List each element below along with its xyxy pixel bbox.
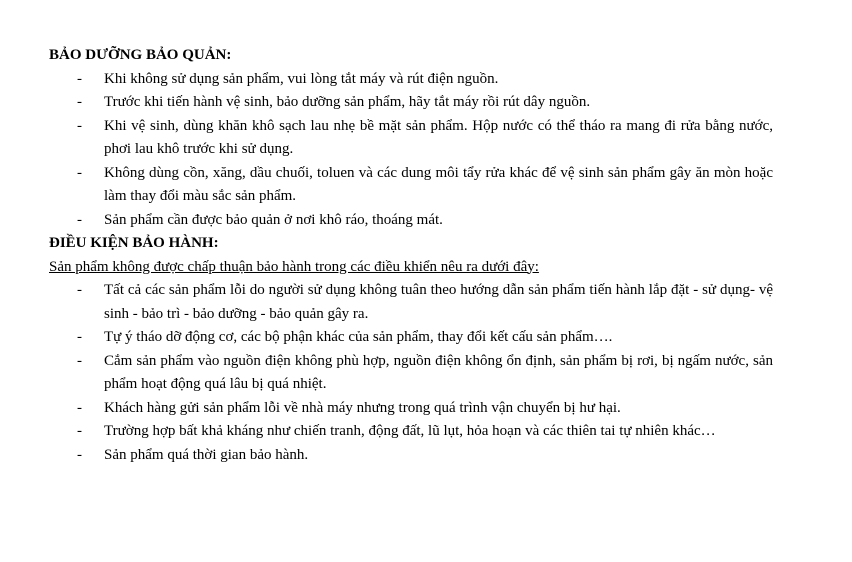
maintenance-item-text: Không dùng cồn, xăng, dầu chuối, toluen và các dung môi tẩy rửa khác để vệ sinh sản phẩm gây ăn mòn hoặc làm thay đổi màu sắc sản phẩm.	[104, 164, 773, 204]
warranty-item	[49, 279, 773, 326]
warranty-item	[49, 326, 773, 350]
warranty-item	[49, 397, 773, 421]
maintenance-item	[49, 68, 773, 92]
warranty-item	[49, 420, 773, 444]
bullet-dash: -	[77, 446, 82, 463]
bullet-dash: -	[77, 70, 82, 87]
maintenance-heading: BẢO DƯỠNG BẢO QUẢN:	[49, 47, 232, 63]
warranty-exclusion-list	[49, 279, 773, 467]
maintenance-item	[49, 209, 773, 233]
warranty-subheading: Sản phẩm không được chấp thuận bảo hành trong các điều khiển nêu ra dưới đây:	[49, 258, 539, 275]
bullet-dash: -	[77, 94, 82, 110]
bullet-dash: -	[77, 423, 82, 439]
maintenance-item	[49, 115, 773, 162]
maintenance-item	[49, 162, 773, 209]
bullet-dash: -	[77, 329, 82, 345]
warranty-item-text: Tự ý tháo dỡ động cơ, các bộ phận khác của sản phẩm, thay đổi kết cấu sản phẩm….	[104, 329, 613, 345]
bullet-dash: -	[77, 282, 82, 298]
warranty-item-text: Cắm sản phẩm vào nguồn điện không phù hợp, nguồn điện không ổn định, sản phẩm bị rơi, bị ngấm nước, sản phẩm hoạt động quá lâu bị quá nhiệt.	[104, 352, 773, 392]
maintenance-item-text: Khi không sử dụng sản phẩm, vui lòng tắt máy và rút điện nguồn.	[104, 70, 499, 87]
bullet-dash: -	[77, 164, 82, 181]
warranty-item-text: Khách hàng gửi sản phẩm lỗi về nhà máy nhưng trong quá trình vận chuyển bị hư hại.	[104, 399, 621, 416]
document-body	[49, 44, 773, 467]
maintenance-item-text: Khi vệ sinh, dùng khăn khô sạch lau nhẹ bề mặt sản phẩm. Hộp nước có thể tháo ra mang đi rửa bằng nước, phơi lau khô trước khi sử dụng.	[104, 117, 773, 157]
warranty-item-text: Trường hợp bất khả kháng như chiến tranh, động đất, lũ lụt, hỏa hoạn và các thiên tai tự nhiên khác…	[104, 423, 716, 439]
bullet-dash: -	[77, 352, 82, 369]
bullet-dash: -	[77, 117, 82, 134]
warranty-heading: ĐIỀU KIỆN BẢO HÀNH:	[49, 235, 219, 251]
maintenance-item	[49, 91, 773, 115]
maintenance-list	[49, 68, 773, 233]
maintenance-item-text: Trước khi tiến hành vệ sinh, bảo dưỡng sản phẩm, hãy tắt máy rồi rút dây nguồn.	[104, 94, 591, 110]
maintenance-item-text: Sản phẩm cần được bảo quản ở nơi khô ráo, thoáng mát.	[104, 211, 443, 228]
bullet-dash: -	[77, 211, 82, 228]
warranty-item	[49, 350, 773, 397]
bullet-dash: -	[77, 399, 82, 416]
warranty-item-text: Sản phẩm quá thời gian bảo hành.	[104, 446, 309, 463]
warranty-item	[49, 444, 773, 468]
warranty-item-text: Tất cả các sản phẩm lỗi do người sử dụng không tuân theo hướng dẫn sản phẩm tiến hành lắp đặt - sử dụng- vệ sinh - bảo trì - bảo dưỡng - bảo quản gây ra.	[104, 282, 773, 322]
